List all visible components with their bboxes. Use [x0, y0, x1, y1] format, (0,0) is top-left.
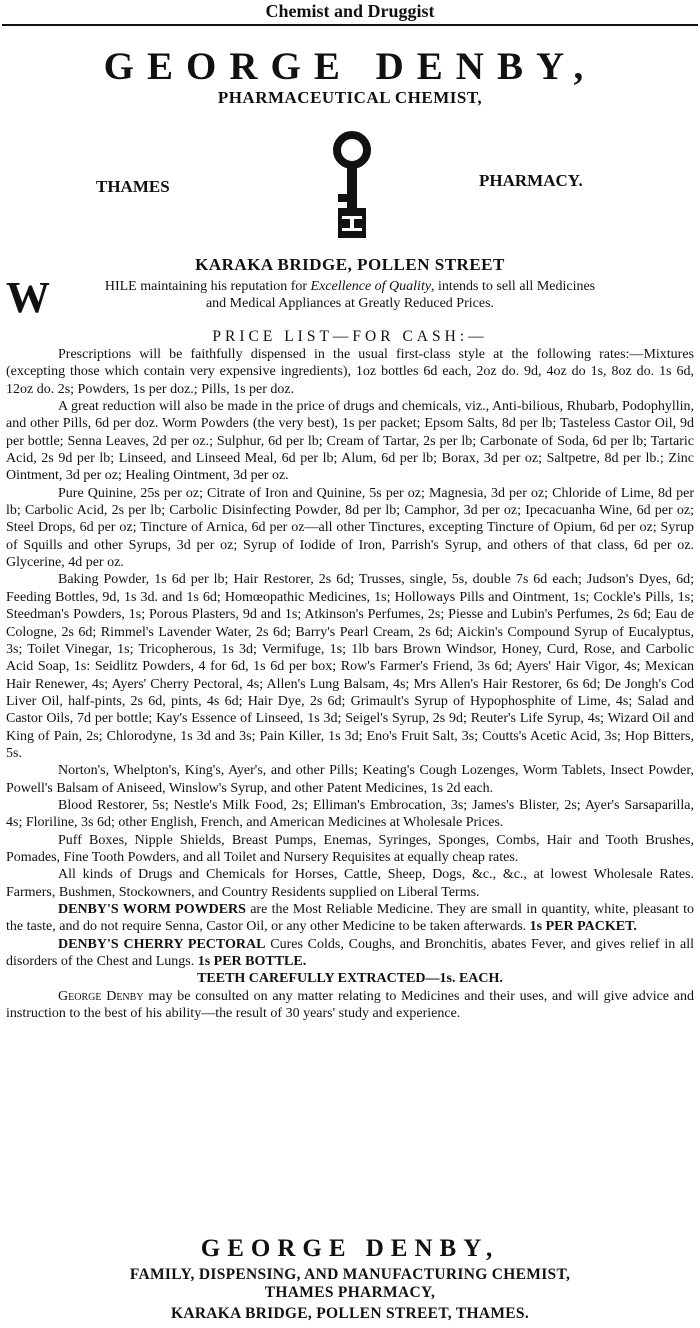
closing-line-1: FAMILY, DISPENSING, AND MANUFACTURING CHEMIST, [129, 1266, 571, 1283]
left-word: THAMES [96, 177, 170, 196]
intro-emphasis: Excellence of Quality [310, 279, 432, 294]
right-word: PHARMACY. [479, 171, 583, 190]
paragraph-consult [6, 988, 694, 1023]
intro-statement [0, 278, 700, 312]
closing-name: GEORGE DENBY, [200, 1235, 500, 1262]
paragraph-patent-pills: Norton's, Whelpton's, King's, Ayer's, and other Pills; Keating's Cough Lozenges, Worm Tablets, Insect Powder, Powell's Balsam of Aniseed, Winslow's Syrup, and other Patent Medicines, 1s 2d each. [6, 763, 694, 796]
key-icon [328, 130, 376, 242]
paragraph-toilet: Puff Boxes, Nipple Shields, Breast Pumps, Enemas, Syringes, Sponges, Combs, Hair and Tooth Brushes, Pomades, Fine Tooth Powders, and all Toilet and Nursery Requisites at equally cheap rates. [6, 832, 694, 865]
paragraph-livestock: All kinds of Drugs and Chemicals for Horses, Cattle, Sheep, Dogs, &c., &c., at lowest Wholesale Rates. Farmers, Bushmen, Stockowners, and Country Residents supplied on Liberal Terms. [6, 867, 694, 900]
paragraph-sundries: Baking Powder, 1s 6d per lb; Hair Restorer, 2s 6d; Trusses, single, 5s, double 7s 6d each; Judson's Dyes, 6d; Feeding Bottles, 9d, 1s 3d. and 1s 6d; Homœopathic Medicines, 1s; Holloways Pills and Ointment, 1s; Cockle's Pills, 1s; Steedman's Powders, 1s; Porous Plasters, 9d and 1s; Atkinson's Perfumes, 2s; Piesse and Lubin's Perfumes, 2s 6d; Eau de Cologne, 2s 6d; Rimmel's Lavender Water, 2s 6d; Barry's Pearl Cream, 2s 6d; Aickin's Compound Syrup of Eucalyptus, 3s; Toilet Vinegar, 1s; Tricopherous, 1s 3d; Vermifuge, 1s; 1lb bars Brown Windsor, Honey, Curd, Rose, and Carbolic Acid Soap, 1s: Seidlitz Powders, 4 for 6d, 1s 6d per box; Row's Farmer's Friend, 3s 6d; Ayers' Hair Vigor, 4s; Mexican Hair Renewer, 4s; Ayers' Cherry Pectoral, 4s; Allen's Lung Balsam, 4s; Mrs Allen's Hair Restorer, 6s 6d; De Jongh's Cod Liver Oil, half-pints, 2s 6d, pints, 4s 6d; Hair Dye, 2s 6d; Grimault's Syrup of Hypophosphite of Lime, 4s; Salad and Castor Oils, 7d per bottle; Kay's Essence of Linseed, 1s 3d; Seigel's Syrup, 2s 9d; Reuter's Life Syrup, 4s; Wizard Oil and King of Pain, 2s; Chlorodyne, 1s 3d and 3s; Pain Killer, 1s 3d; Eno's Fruit Salt, 3s; Coutts's Acetic Acid, 3s; Hop Bitters, 5s. [6, 572, 694, 761]
advertiser-title: PHARMACEUTICAL CHEMIST, [217, 88, 483, 107]
paragraph-quinine: Pure Quinine, 25s per oz; Citrate of Iron and Quinine, 5s per oz; Magnesia, 3d per oz; Chloride of Lime, 8d per lb; Carbolic Acid, 2s per lb; Carbolic Disinfecting Powder, 8d per lb; Camphor, 3d per oz; Ipecacuanha Wine, 6d per oz; Steel Drops, 6d per oz; Tincture of Arnica, 6d per oz—all other Tinctures, excepting Tincture of Opium, 6d per oz; Syrup of Squills and other Syrups, 3d per oz; Syrup of Iodide of Iron, Parrish's Syrup, and others of that class, 6d per oz. Glycerine, 4d per oz. [6, 485, 694, 571]
drop-cap: W [6, 273, 50, 322]
cherry-pectoral-lead: DENBY'S CHERRY PECTORAL [58, 936, 266, 952]
intro-line-1: HILE maintaining his reputation for Excellence of Quality, intends to sell all Medicines [104, 279, 596, 294]
price-list-body [6, 346, 694, 1022]
paragraph-cherry-pectoral [6, 936, 694, 971]
consult-text: may be consulted on any matter relating to Medicines and their uses, and will give advice and instruction to the best of his ability—the result of 30 years' study and experience. [6, 988, 695, 1022]
paragraph-prescriptions: Prescriptions will be faithfully dispensed in the usual first-class style at the following rates:—Mixtures (excepting those which contain very expensive ingredients), 1oz bottles 6d each, 2oz do. 9d, 4oz do 1s, 8oz do. 1s 6d, 12oz do. 2s; Powders, 1s per doz.; Pills, 1s per doz. [6, 347, 694, 397]
section-heading: Chemist and Druggist [265, 1, 435, 21]
paragraph-blood-restorer: Blood Restorer, 5s; Nestle's Milk Food, 2s; Elliman's Embrocation, 3s; James's Blister, 2s; Ayer's Sarsaparilla, 4s; Floriline, 3s 6d; other English, French, and American Medicines at Wholesale Prices. [6, 797, 694, 831]
closing-line-3: KARAKA BRIDGE, POLLEN STREET, THAMES. [170, 1305, 530, 1322]
paragraph-drugs: A great reduction will also be made in the price of drugs and chemicals, viz., Anti-bilious, Rhubarb, Podophyllin, and other Pills, 6d per doz. Worm Powders (the very best), 1s per packet; Epsom Salts, 8d per lb; Tasteless Castor Oil, 9d per bottle; Senna Leaves, 2d per oz.; Sulphur, 6d per lb; Cream of Tartar, 2s per lb; Carbonate of Soda, 6d per lb; Tartaric Acid, 2s 9d per lb; Linseed, and Linseed Meal, 6d per lb; Alum, 6d per lb; Borax, 3d per oz; Saltpetre, 8d per lb.; Zinc Ointment, 3d per oz; Healing Ointment, 3d per oz. [6, 399, 694, 484]
shop-address: KARAKA BRIDGE, POLLEN STREET [195, 255, 505, 274]
intro-line-2: and Medical Appliances at Greatly Reduced Prices. [205, 296, 495, 311]
price-list-heading: PRICE LIST—FOR CASH:— [212, 328, 488, 345]
worm-powders-text: are the Most Reliable Medicine. They are small in quantity, white, pleasant to the taste, and do not require Senna, Castor Oil, or any other Medicine to be taken afterwards. [6, 902, 694, 935]
worm-powders-price: 1s PER PACKET. [529, 919, 637, 935]
cherry-pectoral-price: 1s PER BOTTLE. [197, 954, 307, 970]
closing-line-2: THAMES PHARMACY, [264, 1284, 436, 1301]
advertiser-name: GEORGE DENBY, [103, 45, 597, 88]
teeth-notice: TEETH CAREFULLY EXTRACTED—1s. EACH. [197, 971, 503, 987]
worm-powders-lead: DENBY'S WORM POWDERS [58, 902, 246, 917]
consult-name: George Denby [58, 988, 144, 1004]
cherry-pectoral-text: Cures Colds, Coughs, and Bronchitis, abates Fever, and gives relief in all disorders of the Chest and Lungs. [6, 936, 694, 970]
top-rule [2, 24, 698, 26]
paragraph-worm-powders [6, 901, 694, 936]
